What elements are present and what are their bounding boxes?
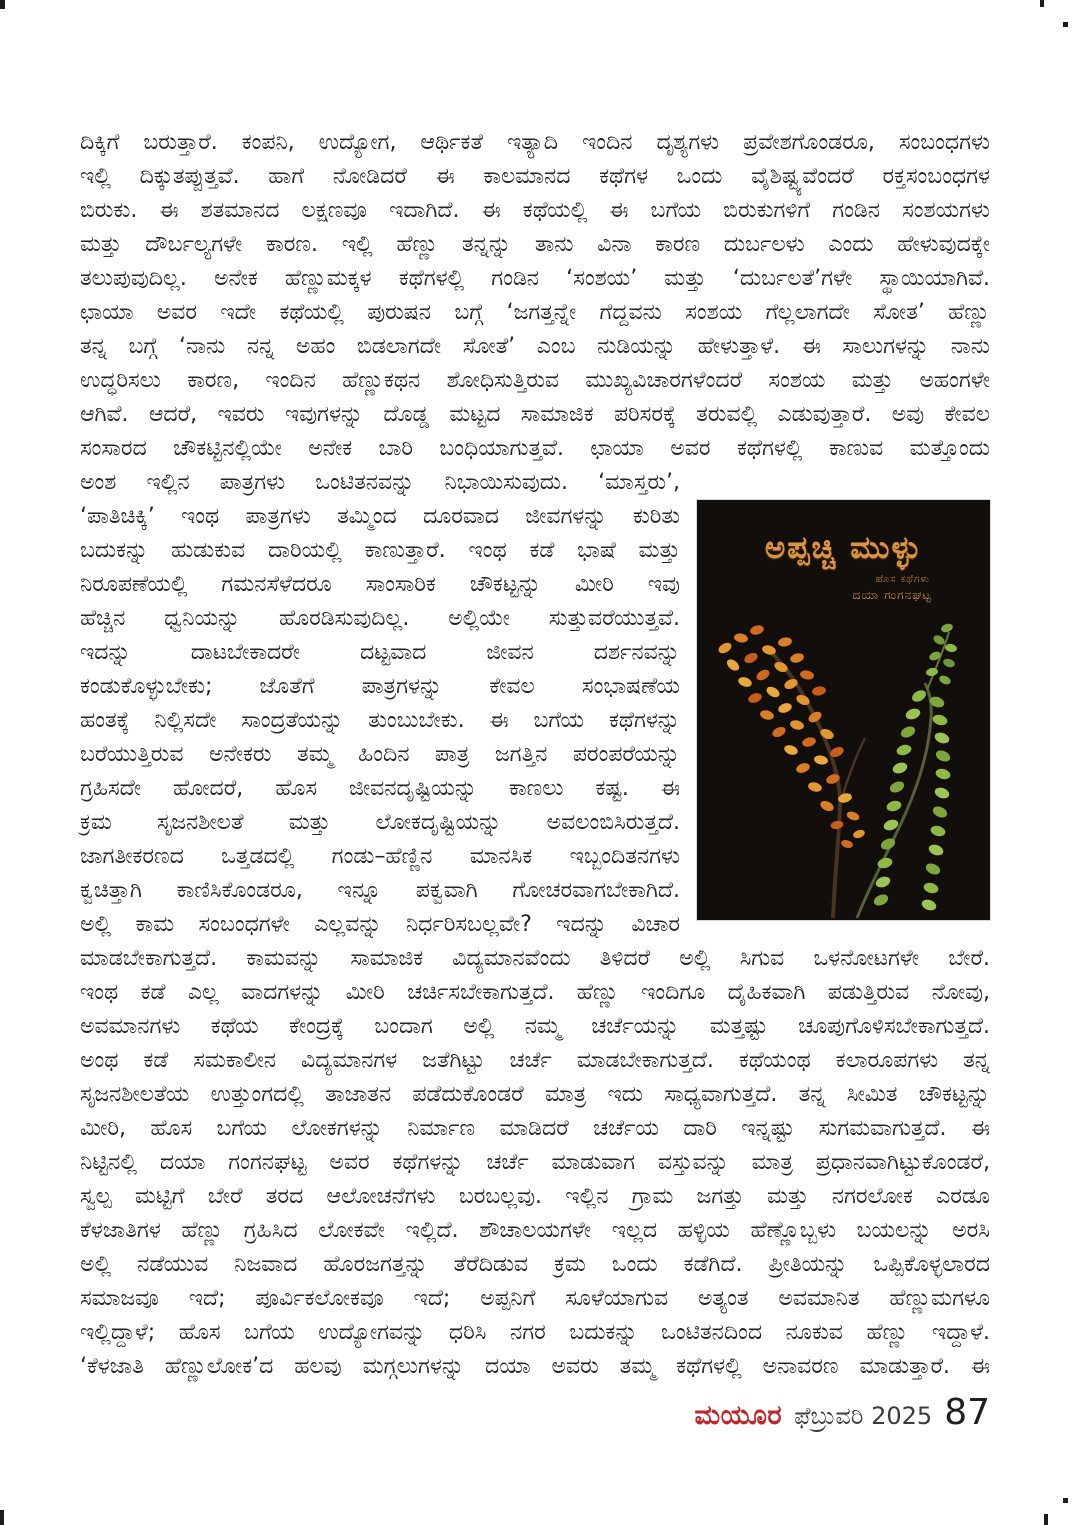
text-line: ಕ್ವಚಿತ್ತಾಗಿ ಕಾಣಿಸಿಕೊಂಡರೂ, ಇನ್ನೂ ಪಕ್ವವಾಗಿ ಗೋಚರವಾಗಬೇಕಾಗಿದೆ. bbox=[80, 878, 680, 903]
book-cover-image bbox=[697, 500, 990, 920]
text-line: ದಿಕ್ಕಿಗೆ ಬರುತ್ತಾರೆ. ಕಂಪನಿ, ಉದ್ಯೋಗ, ಆರ್ಥಿಕತೆ ಇತ್ಯಾದಿ ಇಂದಿನ ದೃಶ್ಯಗಳು ಪ್ರವೇಶಗೊಂಡರೂ, ಸಂಬಂಧಗಳು bbox=[80, 130, 990, 155]
text-line: ಅಂಶ ಇಲ್ಲಿನ ಪಾತ್ರಗಳು ಒಂಟಿತನವನ್ನು ನಿಭಾಯಿಸುವುದು. ‘ಮಾಸ್ತರು’, bbox=[80, 470, 680, 495]
issue-date: ಫೆಬ್ರುವರಿ 2025 bbox=[794, 1402, 933, 1430]
crop-mark-bottom-left bbox=[0, 1510, 4, 1525]
text-line: ಛಾಯಾ ಅವರ ಇದೇ ಕಥೆಯಲ್ಲಿ ಪುರುಷನ ಬಗ್ಗೆ ‘ಜಗತ್ತನ್ನೇ ಗೆದ್ದವನು ಸಂಶಯ ಗೆಲ್ಲಲಾಗದೇ ಸೋತ’ ಹೆಣ್ಣು bbox=[80, 300, 990, 325]
text-line: ಸ್ವಲ್ಪ ಮಟ್ಟಿಗೆ ಬೇರೆ ತರದ ಆಲೋಚನೆಗಳು ಬರಬಲ್ಲವು. ಇಲ್ಲಿನ ಗ್ರಾಮ ಜಗತ್ತು ಮತ್ತು ನಗರಲೋಕ ಎರಡೂ bbox=[80, 1184, 990, 1209]
text-line: ಅಂಥ ಕಡೆ ಸಮಕಾಲೀನ ವಿದ್ಯಮಾನಗಳ ಜತೆಗಿಟ್ಟು ಚರ್ಚೆ ಮಾಡಬೇಕಾಗುತ್ತದೆ. ಕಥೆಯಂಥ ಕಲಾರೂಪಗಳು ತನ್ನ bbox=[80, 1048, 990, 1073]
text-line: ನಿಟ್ಟಿನಲ್ಲಿ ದಯಾ ಗಂಗನಘಟ್ಟ ಅವರ ಕಥೆಗಳನ್ನು ಚರ್ಚೆ ಮಾಡುವಾಗ ವಸ್ತುವನ್ನು ಮಾತ್ರ ಪ್ರಧಾನವಾಗಿಟ್ಟುಕೊಂಡರೆ, bbox=[80, 1150, 990, 1175]
text-line: ನಿರೂಪಣೆಯಲ್ಲಿ ಗಮನಸೆಳೆದರೂ ಸಾಂಸಾರಿಕ ಚೌಕಟ್ಟನ್ನು ಮೀರಿ ಇವು bbox=[80, 572, 680, 597]
text-line: ಅವಮಾನಗಳು ಕಥೆಯ ಕೇಂದ್ರಕ್ಕೆ ಬಂದಾಗ ಅಲ್ಲಿ ನಮ್ಮ ಚರ್ಚೆಯನ್ನು ಮತ್ತಷ್ಟು ಚೂಪುಗೊಳಿಸಬೇಕಾಗುತ್ತದೆ. bbox=[80, 1014, 990, 1039]
text-line: ಮೀರಿ, ಹೊಸ ಬಗೆಯ ಲೋಕಗಳನ್ನು ನಿರ್ಮಾಣ ಮಾಡಿದರೆ ಚರ್ಚೆಯ ದಾರಿ ಇನ್ನಷ್ಟು ಸುಗಮವಾಗುತ್ತದೆ. ಈ bbox=[80, 1116, 990, 1141]
text-line: ಬಿರುಕು. ಈ ಶತಮಾನದ ಲಕ್ಷಣವೂ ಇದಾಗಿದೆ. ಈ ಕಥೆಯಲ್ಲಿ ಈ ಬಗೆಯ ಬಿರುಕುಗಳಿಗೆ ಗಂಡಿನ ಸಂಶಯಗಳು bbox=[80, 198, 990, 223]
text-line: ಅಲ್ಲಿ ನಡೆಯುವ ನಿಜವಾದ ಹೊರಜಗತ್ತನ್ನು ತೆರೆದಿಡುವ ಕ್ರಮ ಒಂದು ಕಡೆಗಿದೆ. ಪ್ರೀತಿಯನ್ನು ಒಪ್ಪಿಕೊಳ್ಳಲಾರದ bbox=[80, 1252, 990, 1277]
text-line: ಕ್ರಮ ಸೃಜನಶೀಲತೆ ಮತ್ತು ಲೋಕದೃಷ್ಟಿಯನ್ನು ಅವಲಂಬಿಸಿರುತ್ತದೆ. bbox=[80, 810, 680, 835]
text-line: ಮಾಡಬೇಕಾಗುತ್ತದೆ. ಕಾಮವನ್ನು ಸಾಮಾಜಿಕ ವಿದ್ಯಮಾನವೆಂದು ತಿಳಿದರೆ ಅಲ್ಲಿ ಸಿಗುವ ಒಳನೋಟಗಳೇ ಬೇರೆ. bbox=[80, 946, 990, 971]
crop-mark-bottom-right bbox=[1044, 1514, 1048, 1525]
text-block-top bbox=[80, 126, 990, 466]
cover-title: ಅಪ್ಪಚ್ಚಿ ಮುಳ್ಳು bbox=[764, 530, 923, 566]
text-line: ಸಂಸಾರದ ಚೌಕಟ್ಟಿನಲ್ಲಿಯೇ ಅನೇಕ ಬಾರಿ ಬಂಧಿಯಾಗುತ್ತವೆ. ಛಾಯಾ ಅವರ ಕಥೆಗಳಲ್ಲಿ ಕಾಣುವ ಮತ್ತೊಂದು bbox=[80, 436, 990, 461]
text-line: ಜಾಗತೀಕರಣದ ಒತ್ತಡದಲ್ಲಿ ಗಂಡು–ಹೆಣ್ಣಿನ ಮಾನಸಿಕ ಇಬ್ಬಂದಿತನಗಳು bbox=[80, 844, 680, 869]
text-line: ತಲುಪುವುದಿಲ್ಲ. ಅನೇಕ ಹೆಣ್ಣುಮಕ್ಕಳ ಕಥೆಗಳಲ್ಲಿ ಗಂಡಿನ ‘ಸಂಶಯ’ ಮತ್ತು ‘ದುರ್ಬಲತೆ’ಗಳೇ ಸ್ಥಾಯಿಯಾಗಿವೆ. bbox=[80, 266, 990, 291]
text-line: ಕೆಳಜಾತಿಗಳ ಹೆಣ್ಣು ಗ್ರಹಿಸಿದ ಲೋಕವೇ ಇಲ್ಲಿದೆ. ಶೌಚಾಲಯಗಳೇ ಇಲ್ಲದ ಹಳ್ಳಿಯ ಹೆಣ್ಣೊಬ್ಬಳು ಬಯಲನ್ನು ಅರಸಿ bbox=[80, 1218, 990, 1243]
text-line: ಕಂಡುಕೊಳ್ಳುಬೇಕು; ಜೊತೆಗೆ ಪಾತ್ರಗಳನ್ನು ಕೇವಲ ಸಂಭಾಷಣೆಯ bbox=[80, 674, 680, 699]
text-line: ಹಂತಕ್ಕೆ ನಿಲ್ಲಿಸದೇ ಸಾಂದ್ರತೆಯನ್ನು ತುಂಬುಬೇಕು. ಈ ಬಗೆಯ ಕಥೆಗಳನ್ನು bbox=[80, 708, 680, 733]
text-line: ಬರೆಯುತ್ತಿರುವ ಅನೇಕರು ತಮ್ಮ ಹಿಂದಿನ ಪಾತ್ರ ಜಗತ್ತಿನ ಪರಂಪರೆಯನ್ನು bbox=[80, 742, 680, 767]
text-block-bottom bbox=[80, 942, 990, 1384]
page-footer bbox=[695, 1392, 991, 1433]
magazine-logo-text: ಮಯೂರ bbox=[694, 1400, 783, 1431]
text-line: ಬದುಕನ್ನು ಹುಡುಕುವ ದಾರಿಯಲ್ಲಿ ಕಾಣುತ್ತಾರೆ. ಇಂಥ ಕಡೆ ಭಾಷೆ ಮತ್ತು bbox=[80, 538, 680, 563]
text-line: ಇಲ್ಲಿ ದಿಕ್ಕುತಪ್ಪುತ್ತವೆ. ಹಾಗೆ ನೋಡಿದರೆ ಈ ಕಾಲಮಾನದ ಕಥೆಗಳ ಒಂದು ವೈಶಿಷ್ಟ್ಯವೆಂದರೆ ರಕ್ತಸಂಬಂಧಗಳ bbox=[80, 164, 990, 189]
crop-mark-top-right bbox=[1040, 0, 1044, 7]
article-body bbox=[80, 126, 990, 1384]
text-line: ಆಗಿವೆ. ಆದರೆ, ಇವರು ಇವುಗಳನ್ನು ದೊಡ್ಡ ಮಟ್ಟದ ಸಾಮಾಜಿಕ ಪರಿಸರಕ್ಕೆ ತರುವಲ್ಲಿ ಎಡುವುತ್ತಾರೆ. ಅವು ಕೇವಲ bbox=[80, 402, 990, 427]
text-line: ಸಮಾಜವೂ ಇದೆ; ಪೂರ್ವಿಕಲೋಕವೂ ಇದೆ; ಅಪ್ಪನಿಗೆ ಸೂಳೆಯಾಗುವ ಅತ್ಯಂತ ಅವಮಾನಿತ ಹೆಣ್ಣುಮಗಳೂ bbox=[80, 1286, 990, 1311]
crop-mark-top-left bbox=[0, 0, 5, 9]
text-line: ಇಂಥ ಕಡೆ ಎಲ್ಲ ವಾದಗಳನ್ನು ಮೀರಿ ಚರ್ಚಿಸಬೇಕಾಗುತ್ತದೆ. ಹೆಣ್ಣು ಇಂದಿಗೂ ದೈಹಿಕವಾಗಿ ಪಡುತ್ತಿರುವ ನೋವು, bbox=[80, 980, 990, 1005]
text-line: ಅಲ್ಲಿ ಕಾಮ ಸಂಬಂಧಗಳೇ ಎಲ್ಲವನ್ನು ನಿರ್ಧರಿಸಬಲ್ಲವೇ? ಇದನ್ನು ವಿಚಾರ bbox=[80, 912, 680, 937]
cover-subtitle: ಹೊಸ ಕಥೆಗಳು bbox=[875, 574, 930, 585]
text-line: ಇದನ್ನು ದಾಟಬೇಕಾದರೇ ದಟ್ಟವಾದ ಜೀವನ ದರ್ಶನವನ್ನು bbox=[80, 640, 680, 665]
text-line: ಇಲ್ಲಿದ್ದಾಳೆ; ಹೊಸ ಬಗೆಯ ಉದ್ಯೋಗವನ್ನು ಧರಿಸಿ ನಗರ ಬದುಕನ್ನು ಒಂಟಿತನದಿಂದ ನೂಕುವ ಹೆಣ್ಣು ಇದ್ದಾಳೆ. bbox=[80, 1320, 990, 1345]
text-line: ‘ಕೆಳಜಾತಿ ಹೆಣ್ಣುಲೋಕ’ದ ಹಲವು ಮಗ್ಗಲುಗಳನ್ನು ದಯಾ ಅವರು ತಮ್ಮ ಕಥೆಗಳಲ್ಲಿ ಅನಾವರಣ ಮಾಡುತ್ತಾರೆ. ಈ bbox=[80, 1354, 990, 1379]
text-line: ‘ಪಾತಿಚಿಕ್ಕಿ’ ಇಂಥ ಪಾತ್ರಗಳು ತಮ್ಮಿಂದ ದೂರವಾದ ಜೀವಗಳನ್ನು ಕುರಿತು bbox=[80, 504, 680, 529]
page-number: 87 bbox=[944, 1392, 990, 1433]
text-line: ಉದ್ಧರಿಸಲು ಕಾರಣ, ಇಂದಿನ ಹೆಣ್ಣುಕಥನ ಶೋಧಿಸುತ್ತಿರುವ ಮುಖ್ಯವಿಚಾರಗಳೆಂದರೆ ಸಂಶಯ ಮತ್ತು ಅಹಂಗಳೇ bbox=[80, 368, 990, 393]
cover-author: ದಯಾ ಗಂಗನಘಟ್ಟ bbox=[852, 588, 932, 602]
text-line: ಸೃಜನಶೀಲತೆಯ ಉತ್ತುಂಗದಲ್ಲಿ ತಾಜಾತನ ಪಡೆದುಕೊಂಡರೆ ಮಾತ್ರ ಇದು ಸಾಧ್ಯವಾಗುತ್ತದೆ. ತನ್ನ ಸೀಮಿತ ಚೌಕಟ್ಟನ್ನು bbox=[80, 1082, 990, 1107]
text-line: ತನ್ನ ಬಗ್ಗೆ ‘ನಾನು ನನ್ನ ಅಹಂ ಬಿಡಲಾಗದೇ ಸೋತೆ’ ಎಂಬ ನುಡಿಯನ್ನು ಹೇಳುತ್ತಾಳೆ. ಈ ಸಾಲುಗಳನ್ನು ನಾನು bbox=[80, 334, 990, 359]
crop-mark-right-upper bbox=[1063, 22, 1068, 27]
text-line: ಗ್ರಹಿಸದೇ ಹೋದರೆ, ಹೊಸ ಜೀವನದೃಷ್ಟಿಯನ್ನು ಕಾಣಲು ಕಷ್ಟ. ಈ bbox=[80, 776, 680, 801]
text-line: ಹೆಚ್ಚಿನ ಧ್ವನಿಯನ್ನು ಹೊರಡಿಸುವುದಿಲ್ಲ. ಅಲ್ಲಿಯೇ ಸುತ್ತುವರೆಯುತ್ತವೆ. bbox=[80, 606, 680, 631]
crop-mark-right-lower bbox=[1063, 1498, 1068, 1503]
text-line: ಮತ್ತು ದೌರ್ಬಲ್ಯಗಳೇ ಕಾರಣ. ಇಲ್ಲಿ ಹೆಣ್ಣು ತನ್ನನ್ನು ತಾನು ವಿನಾ ಕಾರಣ ದುರ್ಬಲಳು ಎಂದು ಹೇಳುವುದಕ್ಕೇ bbox=[80, 232, 990, 257]
